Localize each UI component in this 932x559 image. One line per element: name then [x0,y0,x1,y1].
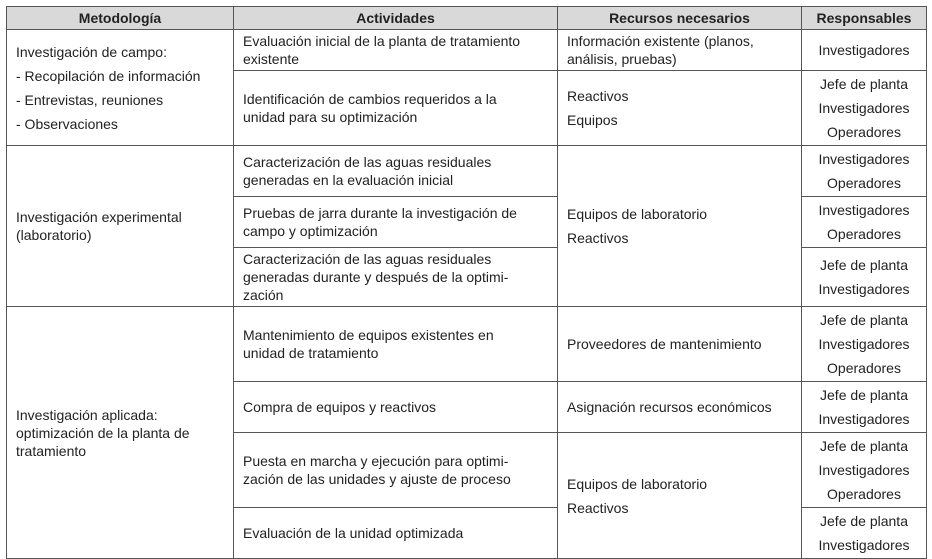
header-activities: Actividades [234,7,558,30]
header-resources: Recursos necesarios [558,7,802,30]
activity-line: Compra de equipos y reactivos [243,399,436,415]
responsible-line: Investigadores [818,411,910,427]
activity-cell [234,146,558,197]
responsible-cell [802,382,927,433]
activity-line: generadas en la evaluación inicial [243,172,454,188]
activity-line: Puesta en marcha y ejecución para optimi- [243,453,509,469]
resources-line: Reactivos [567,230,629,246]
responsible-line: Investigadores [818,100,910,116]
resources-line: Reactivos [567,499,629,516]
activity-cell [234,433,558,508]
activity-line: zación [243,287,284,303]
methodology-cell [7,307,234,559]
responsible-line: Jefe de planta [820,257,908,273]
activity-line: unidad para su optimización [243,109,418,125]
activity-line: Caracterización de las aguas residuales [243,251,492,267]
resources-cell [558,433,802,559]
resources-cell [558,146,802,307]
responsible-line: Operadores [827,175,901,191]
methodology-table [6,6,927,559]
responsible-cell [802,71,927,146]
resources-line: Equipos de laboratorio [567,206,708,222]
table-header-row [7,7,927,30]
responsible-line: Investigadores [818,336,910,352]
activity-line: campo y optimización [243,223,378,239]
activity-line: Identificación de cambios requeridos a la [243,91,497,107]
methodology-line: Investigación de campo: [16,43,167,60]
activity-cell [234,508,558,559]
methodology-line: - Observaciones [16,115,118,132]
responsible-line: Jefe de planta [820,438,908,454]
responsible-cell [802,30,927,71]
resources-cell [558,71,802,146]
header-methodology: Metodología [7,7,234,30]
table-row [7,146,927,197]
methodology-cell [7,30,234,146]
methodology-line: Investigación experimental [16,209,182,225]
methodology-line: tratamiento [16,442,87,459]
responsible-line: Investigadores [818,202,910,218]
responsible-line: Jefe de planta [820,387,908,403]
responsible-line: Investigadores [818,537,910,553]
methodology-line: - Entrevistas, reuniones [16,91,164,108]
activity-line: Caracterización de las aguas residuales [243,154,492,170]
methodology-line: (laboratorio) [16,227,92,243]
responsible-line: Jefe de planta [820,76,908,92]
responsible-line: Operadores [827,124,901,140]
resources-cell [558,382,802,433]
responsible-line: Jefe de planta [820,312,908,328]
responsible-line: Operadores [827,486,901,502]
responsible-line: Operadores [827,226,901,242]
resources-cell [558,307,802,382]
responsible-line: Investigadores [818,42,910,58]
methodology-line: - Recopilación de información [16,67,201,84]
methodology-line: optimización de la planta de [16,424,190,441]
activity-cell [234,382,558,433]
responsible-cell [802,508,927,559]
responsible-line: Investigadores [818,462,910,478]
activity-cell [234,248,558,307]
activity-cell [234,71,558,146]
header-responsible: Responsables [802,7,927,30]
responsible-cell [802,307,927,382]
activity-cell [234,30,558,71]
resources-cell [558,30,802,71]
responsible-cell [802,197,927,248]
table-row [7,307,927,382]
activity-line: Evaluación de la unidad optimizada [243,525,464,541]
table-row [7,30,927,71]
activity-line: Evaluación inicial de la planta de tratamiento [243,33,521,49]
responsible-cell [802,433,927,508]
activity-cell [234,307,558,382]
responsible-cell [802,146,927,197]
responsible-line: Jefe de planta [820,513,908,529]
resources-line: Equipos de laboratorio [567,475,708,492]
responsible-line: Investigadores [818,151,910,167]
resources-line: Proveedores de mantenimiento [567,336,762,352]
resources-line: Reactivos [567,88,629,104]
activity-line: existente [243,51,300,67]
activity-line: generadas durante y después de la optimi- [243,269,509,285]
methodology-line: Investigación aplicada: [16,406,158,423]
activity-line: zación de las unidades y ajuste de proceso [243,471,511,487]
responsible-line: Operadores [827,360,901,376]
responsible-cell [802,248,927,307]
resources-line: Equipos [567,112,618,128]
resources-line: análisis, pruebas) [567,51,677,67]
methodology-cell [7,146,234,307]
activity-line: Mantenimiento de equipos existentes en [243,327,494,343]
resources-line: Información existente (planos, [567,33,754,49]
activity-line: Pruebas de jarra durante la investigación de [243,205,517,221]
resources-line: Asignación recursos económicos [567,399,772,415]
activity-cell [234,197,558,248]
activity-line: unidad de tratamiento [243,345,379,361]
responsible-line: Investigadores [818,281,910,297]
